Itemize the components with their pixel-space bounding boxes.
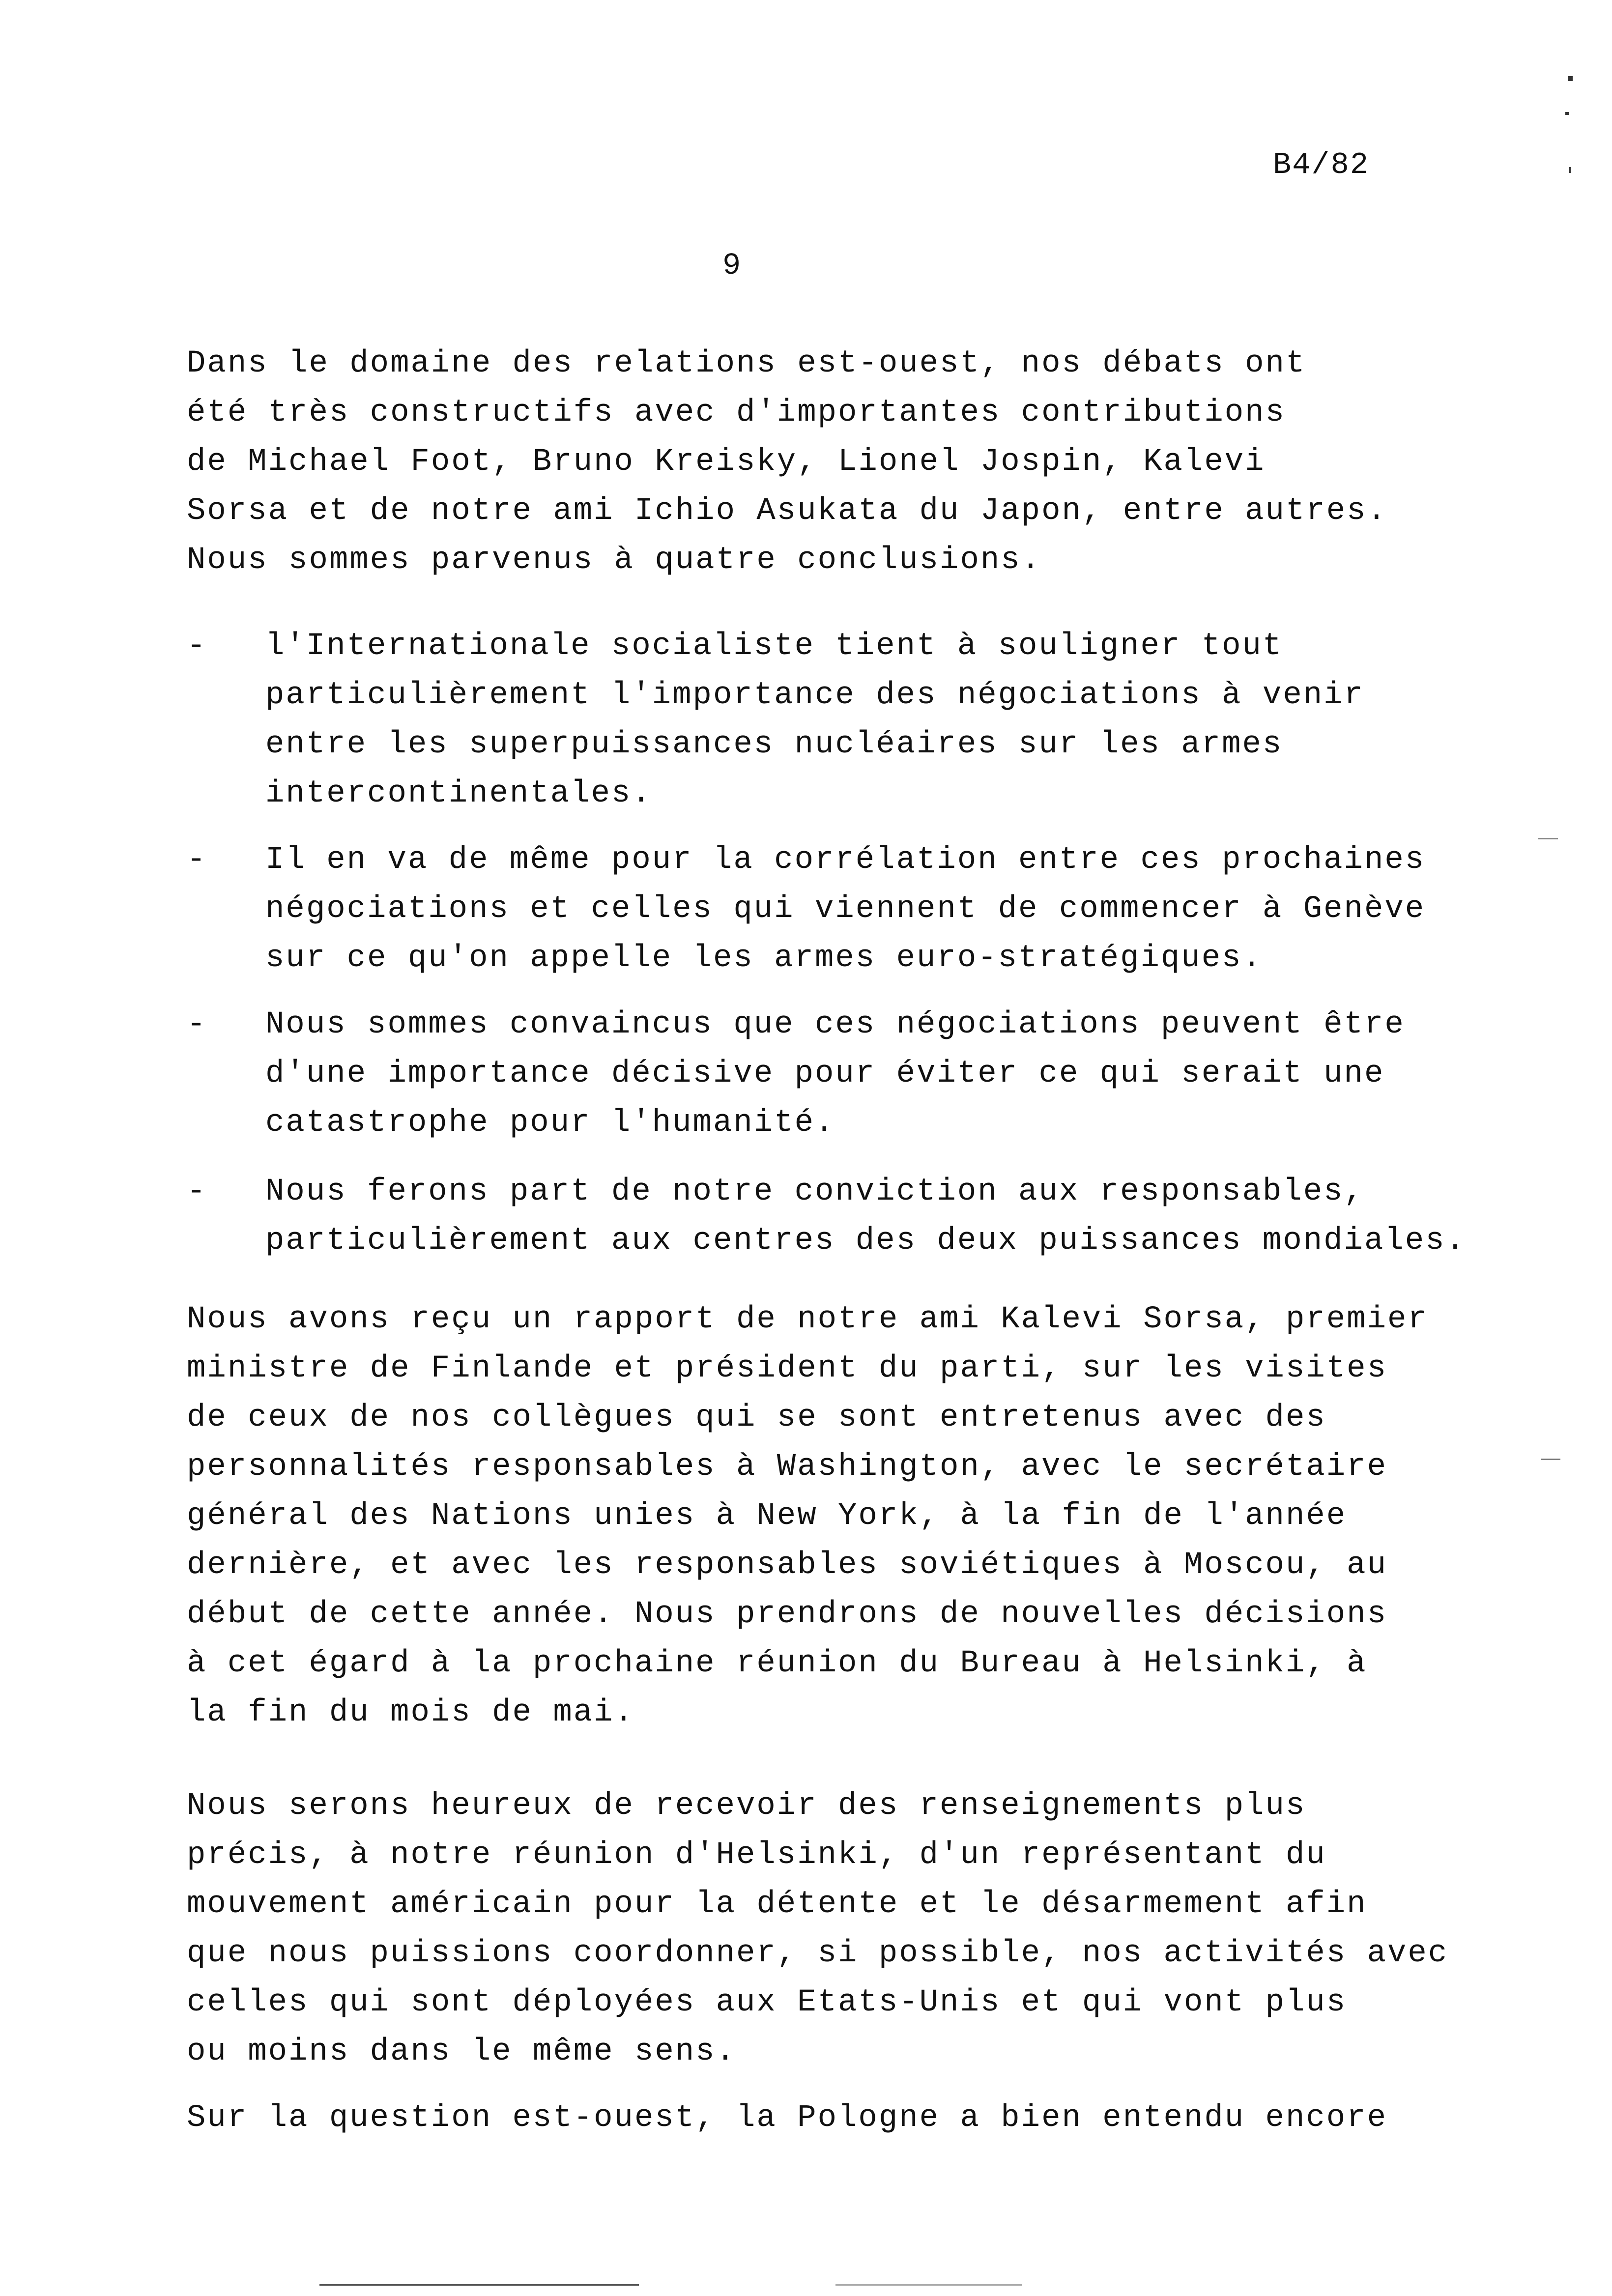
text-line: Sorsa et de notre ami Ichio Asukata du Japon, entre autres. (187, 493, 1387, 529)
scan-speck (1538, 838, 1558, 839)
scan-edge-line (319, 2284, 639, 2286)
text-line: général des Nations unies à New York, à la fin de l'année (187, 1498, 1347, 1534)
text-line: Nous avons reçu un rapport de notre ami Kalevi Sorsa, premier (187, 1302, 1428, 1337)
text-line: la fin du mois de mai. (187, 1695, 634, 1730)
text-line: de Michael Foot, Bruno Kreisky, Lionel Jospin, Kalevi (187, 444, 1266, 480)
text-line: Il en va de même pour la corrélation entre ces prochaines (265, 842, 1426, 878)
text-line: de ceux de nos collègues qui se sont entretenus avec des (187, 1400, 1326, 1435)
text-line: négociations et celles qui viennent de commencer à Genève (265, 891, 1426, 927)
text-line: été très constructifs avec d'importantes contributions (187, 395, 1286, 430)
text-line: Sur la question est-ouest, la Pologne a bien entendu encore (187, 2100, 1387, 2136)
text-line: début de cette année. Nous prendrons de nouvelles décisions (187, 1597, 1387, 1632)
page-number: 9 (722, 248, 741, 283)
text-line: que nous puissions coordonner, si possible, nos activités avec (187, 1936, 1449, 1971)
text-line: dernière, et avec les responsables soviétiques à Moscou, au (187, 1548, 1387, 1583)
text-line: Nous ferons part de notre conviction aux responsables, (265, 1174, 1364, 1209)
text-line: Nous sommes parvenus à quatre conclusions. (187, 543, 1042, 578)
scan-edge-line (835, 2284, 1022, 2286)
text-line: Nous sommes convaincus que ces négociations peuvent être (265, 1007, 1405, 1042)
text-line: celles qui sont déployées aux Etats-Unis et qui vont plus (187, 1985, 1347, 2020)
bullet-dash: - (187, 842, 206, 878)
text-line: ministre de Finlande et président du parti, sur les visites (187, 1351, 1387, 1386)
bullet-dash: - (187, 1174, 206, 1209)
scan-speck (1568, 76, 1573, 81)
text-line: catastrophe pour l'humanité. (265, 1105, 835, 1141)
text-line: entre les superpuissances nucléaires sur les armes (265, 727, 1283, 762)
text-line: à cet égard à la prochaine réunion du Bureau à Helsinki, à (187, 1646, 1367, 1681)
scan-speck (1565, 112, 1569, 115)
scan-speck (1569, 167, 1571, 173)
text-line: d'une importance décisive pour éviter ce qui serait une (265, 1056, 1385, 1091)
text-line: intercontinentales. (265, 776, 652, 811)
text-line: ou moins dans le même sens. (187, 2034, 736, 2069)
text-line: personnalités responsables à Washington, avec le secrétaire (187, 1449, 1387, 1485)
text-line: Nous serons heureux de recevoir des renseignements plus (187, 1788, 1306, 1824)
text-line: l'Internationale socialiste tient à souligner tout (265, 629, 1283, 664)
bullet-dash: - (187, 1007, 206, 1042)
text-line: précis, à notre réunion d'Helsinki, d'un représentant du (187, 1837, 1326, 1873)
scan-speck (1541, 1459, 1560, 1460)
text-line: particulièrement aux centres des deux puissances mondiales. (265, 1223, 1466, 1259)
text-line: particulièrement l'importance des négociations à venir (265, 678, 1364, 713)
text-line: sur ce qu'on appelle les armes euro-stratégiques. (265, 941, 1263, 976)
bullet-dash: - (187, 629, 206, 664)
text-line: mouvement américain pour la détente et le désarmement afin (187, 1887, 1367, 1922)
text-line: Dans le domaine des relations est-ouest, nos débats ont (187, 346, 1306, 381)
document-reference: B4/82 (1273, 147, 1370, 182)
